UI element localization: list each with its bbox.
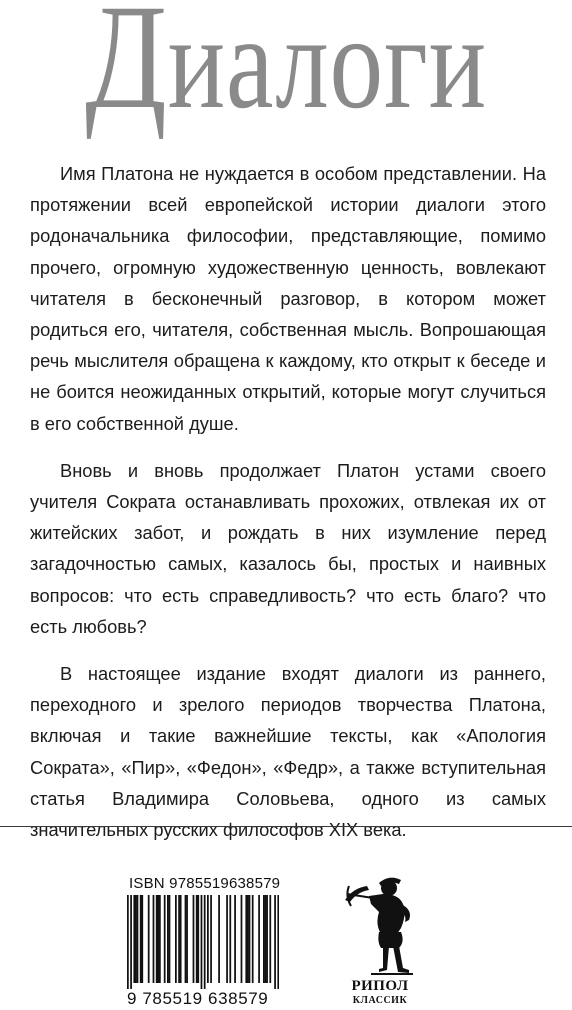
barcode-bar	[258, 895, 260, 983]
barcode-bar	[263, 895, 265, 983]
barcode-bar	[274, 895, 276, 989]
divider-line	[0, 826, 572, 827]
barcode-bar	[178, 895, 180, 983]
barcode-bar	[186, 895, 188, 983]
isbn-digits: 9 785519 638579	[127, 989, 269, 1008]
paragraph-3: В настоящее издание входят диалоги из раннего, переходного и зрелого периодов творчества Платона, включая и такие важнейшие тексты, как «Апология Сократа», «Пир», «Федон», «Федр», а также вступительная статья Владимира Соловьева, одного из самых значительных русских философов XIX века.	[30, 663, 546, 841]
barcode-bar	[153, 895, 155, 983]
barcode-bar	[207, 895, 209, 983]
barcode-bar	[130, 895, 132, 989]
barcode-bar	[277, 895, 279, 989]
barcode-bar	[193, 895, 195, 983]
isbn-barcode-block	[127, 873, 287, 1008]
annotation-text	[30, 158, 546, 861]
barcode-bar	[169, 895, 171, 983]
book-title-rest: иалоги	[167, 0, 487, 136]
archer-figure-icon	[343, 874, 417, 976]
barcode-bar	[269, 895, 271, 983]
barcode-bar	[210, 895, 212, 983]
publisher-logo	[335, 874, 425, 1006]
barcode-bar	[265, 895, 267, 983]
barcode-bar	[197, 895, 199, 983]
barcode-bar	[148, 895, 150, 983]
barcode-bar	[249, 895, 251, 983]
barcode-bar	[140, 895, 142, 983]
barcode-bar	[164, 895, 166, 983]
barcode-bar	[175, 895, 177, 983]
barcode-bar	[234, 895, 236, 983]
barcode-bar	[157, 895, 159, 983]
barcode-bar	[137, 895, 139, 983]
barcode-bar	[201, 895, 203, 989]
barcode-bar	[133, 895, 135, 983]
barcode-bar	[135, 895, 137, 983]
publisher-name: РИПОЛ	[351, 978, 409, 994]
book-title	[57, 0, 515, 140]
barcode-bar	[229, 895, 231, 983]
paragraph-1: Имя Платона не нуждается в особом представлении. На протяжении всей европейской истории диалоги этого родоначальника философии, представляющие, помимо прочего, огромную художественную ценность, вовлекают читателя в бесконечный разговор, в котором может родиться его, читателя, собственная мысль. Вопрошающая речь мыслителя обращена к каждому, кто открыт к беседе и не боится неожиданных открытий, которые могут случиться в его собственной душе.	[30, 163, 546, 434]
barcode-bar	[141, 895, 143, 983]
barcode-bar	[266, 895, 268, 983]
barcode-bar	[167, 895, 169, 983]
barcode-bar	[156, 895, 158, 983]
isbn-label: ISBN 9785519638579	[129, 875, 281, 892]
publisher-subtitle: КЛАССИК	[352, 995, 408, 1006]
barcode-bar	[180, 895, 182, 983]
barcode-bar	[185, 895, 187, 983]
barcode-bar	[252, 895, 254, 983]
barcode-icon	[127, 895, 279, 989]
barcode-bar	[218, 895, 220, 983]
barcode-bar	[245, 895, 247, 983]
barcode-bar	[204, 895, 206, 989]
barcode-bar	[247, 895, 249, 983]
barcode-bar	[127, 895, 129, 989]
book-title-first-letter: Д	[85, 0, 168, 140]
paragraph-2: Вновь и вновь продолжает Платон устами своего учителя Сократа останавливать прохожих, отвлекая их от житейских забот, и рождать в них изумление перед загадочностью самых, казалось бы, простых и наивных вопросов: что есть справедливость? что есть благо? что есть любовь?	[30, 459, 546, 637]
barcode-bar	[196, 895, 198, 983]
barcode-bar	[159, 895, 161, 983]
barcode-bar	[226, 895, 228, 983]
barcode-bar	[241, 895, 243, 983]
